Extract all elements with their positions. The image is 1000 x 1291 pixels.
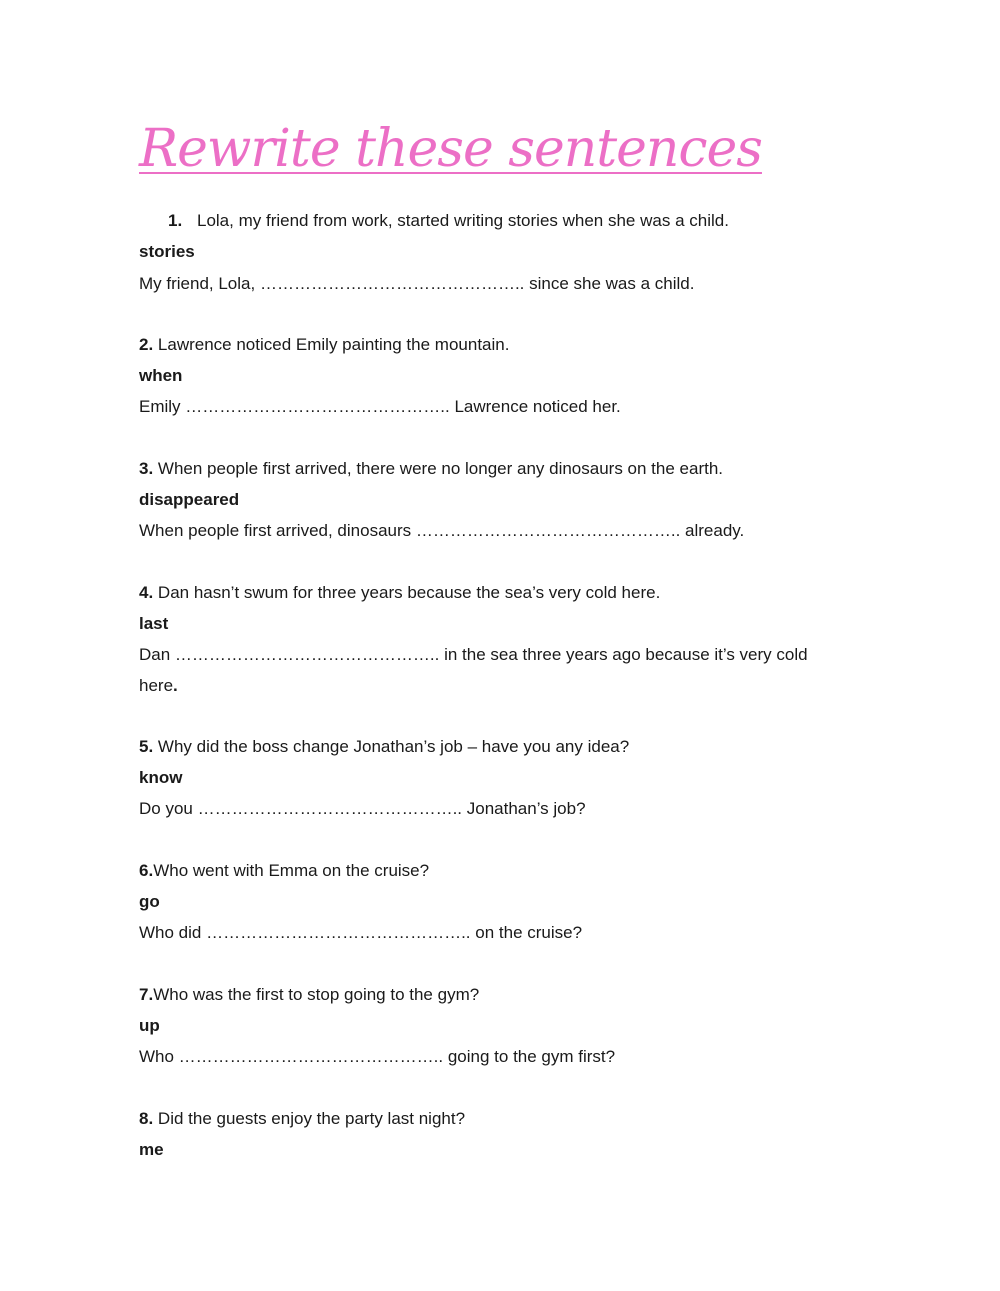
question-2-keyword: when [139,366,183,385]
question-3-answer-line[interactable]: When people first arrived, dinosaurs ……………………………………….. already. [139,521,745,540]
question-7-prompt [139,984,479,1006]
question-1-keyword: stories [139,242,195,261]
question-7-keyword: up [139,1016,160,1035]
question-6-number: 6. [139,861,154,880]
question-5-number: 5. [139,737,154,756]
question-4-answer-line[interactable]: Dan ……………………………………….. in the sea three years ago because it’s very cold [139,645,808,664]
question-4-answer-line-continued[interactable] [139,675,178,697]
question-6-answer-line[interactable]: Who did ……………………………………….. on the cruise? [139,923,583,942]
question-2-prompt [139,334,509,356]
question-4-prompt [139,582,660,604]
question-7-text: Who was the first to stop going to the gym? [153,985,480,1004]
question-3-keyword: disappeared [139,490,240,509]
question-4-keyword: last [139,614,169,633]
question-2-number: 2. [139,335,154,354]
question-3-prompt [139,458,723,480]
question-6-keyword: go [139,892,160,911]
worksheet-title: Rewrite these sentences [139,119,762,179]
question-6-prompt [139,860,429,882]
question-2-text: Lawrence noticed Emily painting the mountain. [153,335,510,354]
question-1-answer-line[interactable]: My friend, Lola, ……………………………………….. since she was a child. [139,274,695,293]
question-5-prompt [139,736,629,758]
question-3-text: When people first arrived, there were no longer any dinosaurs on the earth. [153,459,724,478]
question-8-prompt [139,1108,465,1130]
question-8-text: Did the guests enjoy the party last night? [153,1109,466,1128]
question-6-text: Who went with Emma on the cruise? [153,861,430,880]
question-5-keyword: know [139,768,183,787]
question-4-answer-period: . [173,676,178,695]
question-4-number: 4. [139,583,154,602]
question-4-text: Dan hasn’t swum for three years because the sea’s very cold here. [153,583,661,602]
question-2-answer-line[interactable]: Emily ……………………………………….. Lawrence noticed her. [139,397,621,416]
question-3-number: 3. [139,459,154,478]
question-7-number: 7. [139,985,154,1004]
question-8-keyword: me [139,1140,164,1159]
question-4-answer-continued-text: here [139,676,174,695]
question-1-prompt [168,210,729,232]
question-7-answer-line[interactable]: Who ……………………………………….. going to the gym first? [139,1047,616,1066]
question-1-number: 1. [168,211,183,230]
question-8-number: 8. [139,1109,154,1128]
question-5-answer-line[interactable]: Do you ……………………………………….. Jonathan’s job? [139,799,586,818]
question-1-text: Lola, my friend from work, started writing stories when she was a child. [197,211,729,230]
question-5-text: Why did the boss change Jonathan’s job – have you any idea? [153,737,630,756]
